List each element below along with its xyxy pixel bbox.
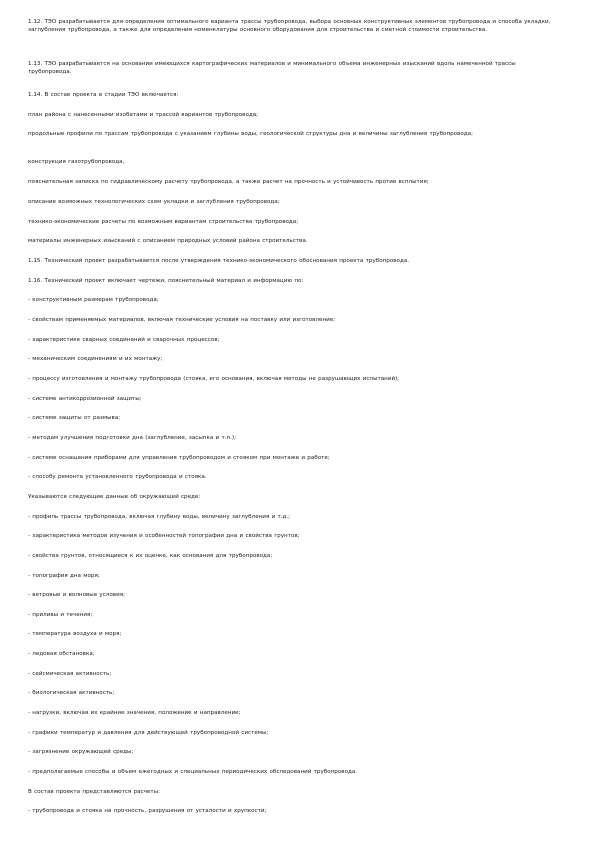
list-item: пояснительная записка по гидравлическому расчету трубопровода, а также расчет на прочность и устойчивость против всплытия;: [28, 179, 429, 185]
list-item: - температура воздуха и моря;: [28, 631, 122, 637]
list-item: - свойства грунтов, относящиеся к их оценке, как основания для трубопровода;: [28, 553, 273, 559]
list-item: - биологическая активность;: [28, 690, 115, 696]
list-item: - методам улучшения подготовки дна (заглубление, засыпка и т.п.);: [28, 435, 236, 441]
paragraph-1-15: 1.15. Технический проект разрабатывается после утверждения технико-экономического обоснования проекта трубопровода.: [28, 258, 410, 264]
list-item: - характеристика методов изучения и особенностей топографии дна и свойства грунтов;: [28, 533, 300, 539]
list-item: - графики температур и давления для действующей трубопроводной системы;: [28, 730, 269, 736]
list-item: - нагрузки, включая их крайние значения, положение и направление;: [28, 710, 241, 716]
list-item: - свойствам применяемых материалов, включая технические условия на поставку или изготовление;: [28, 317, 336, 323]
list-item: - предполагаемые способы и объем ежегодных и специальных периодических обследований трубопровода.: [28, 769, 358, 775]
list-item: продольные профили по трассам трубопровода с указанием глубины воды, геологической структуры дна и величины заглубления трубопровода;: [28, 131, 473, 137]
list-item: технико-экономические расчеты по возможным вариантам строительства трубопровода;: [28, 219, 299, 225]
paragraph-1-12: 1.12. ТЭО разрабатывается для определения оптимального варианта трассы трубопровода, выбора основных конструктивных элементов трубопровода и способа укладки, заглубления трубопровода, а также для определения номенклатуры основного оборудования для строительства и сметной стоимости строительства.: [28, 19, 551, 34]
list-item: - топография дна моря;: [28, 573, 100, 579]
list-item: - конструктивным размерам трубопровода;: [28, 297, 159, 303]
list-item: - загрязнение окружающей среды;: [28, 749, 134, 755]
section-lead: В состав проекта представляются расчеты:: [28, 789, 160, 795]
section-lead: Указываются следующие данные об окружающей среде:: [28, 494, 201, 500]
list-item: - ледовая обстановка;: [28, 651, 95, 657]
list-item: описание возможных технологических схем укладки и заглубления трубопровода;: [28, 199, 280, 205]
list-item: - механическим соединениям и их монтажу;: [28, 356, 163, 362]
list-item: - способу ремонта установленного трубопровода и стояка.: [28, 474, 207, 480]
list-item: - трубопровода и стояка на прочность, разрушения от усталости и хрупкости;: [28, 808, 267, 814]
list-item: конструкция газотрубопровода,: [28, 159, 125, 165]
list-item: - системе защиты от размыва;: [28, 415, 121, 421]
list-item: - ветровые и волновые условия;: [28, 592, 125, 598]
list-item: - процессу изготовления и монтажу трубопровода (стояка, его основания, включая методы не разрушающих испытаний);: [28, 376, 400, 382]
list-item: - характеристике сварных соединений и сварочных процессов;: [28, 337, 220, 343]
list-item: - приливы и течения;: [28, 612, 93, 618]
list-item: план района с нанесенными изобатами и трассой вариантов трубопровода;: [28, 112, 259, 118]
paragraph-1-14: 1.14. В состав проекта в стадии ТЭО включается:: [28, 92, 179, 98]
paragraph-1-13: 1.13. ТЭО разрабатывается на основании имеющихся картографических материалов и минимального объема инженерных изысканий вдоль намеченной трассы трубопровода.: [28, 61, 516, 76]
list-item: - системе антикоррозионной защиты;: [28, 396, 142, 402]
list-item: - системе оснащения приборами для управления трубопроводом и стояком при монтаже и работе;: [28, 455, 330, 461]
list-item: - профиль трассы трубопровода, включая глубину воды, величину заглубления и т.д.;: [28, 514, 291, 520]
list-item: - сейсмическая активность;: [28, 671, 112, 677]
list-item: материалы инженерных изысканий с описанием природных условий района строительства.: [28, 238, 308, 244]
paragraph-1-16: 1.16. Технический проект включает чертежи, пояснительный материал и информацию по:: [28, 278, 304, 284]
